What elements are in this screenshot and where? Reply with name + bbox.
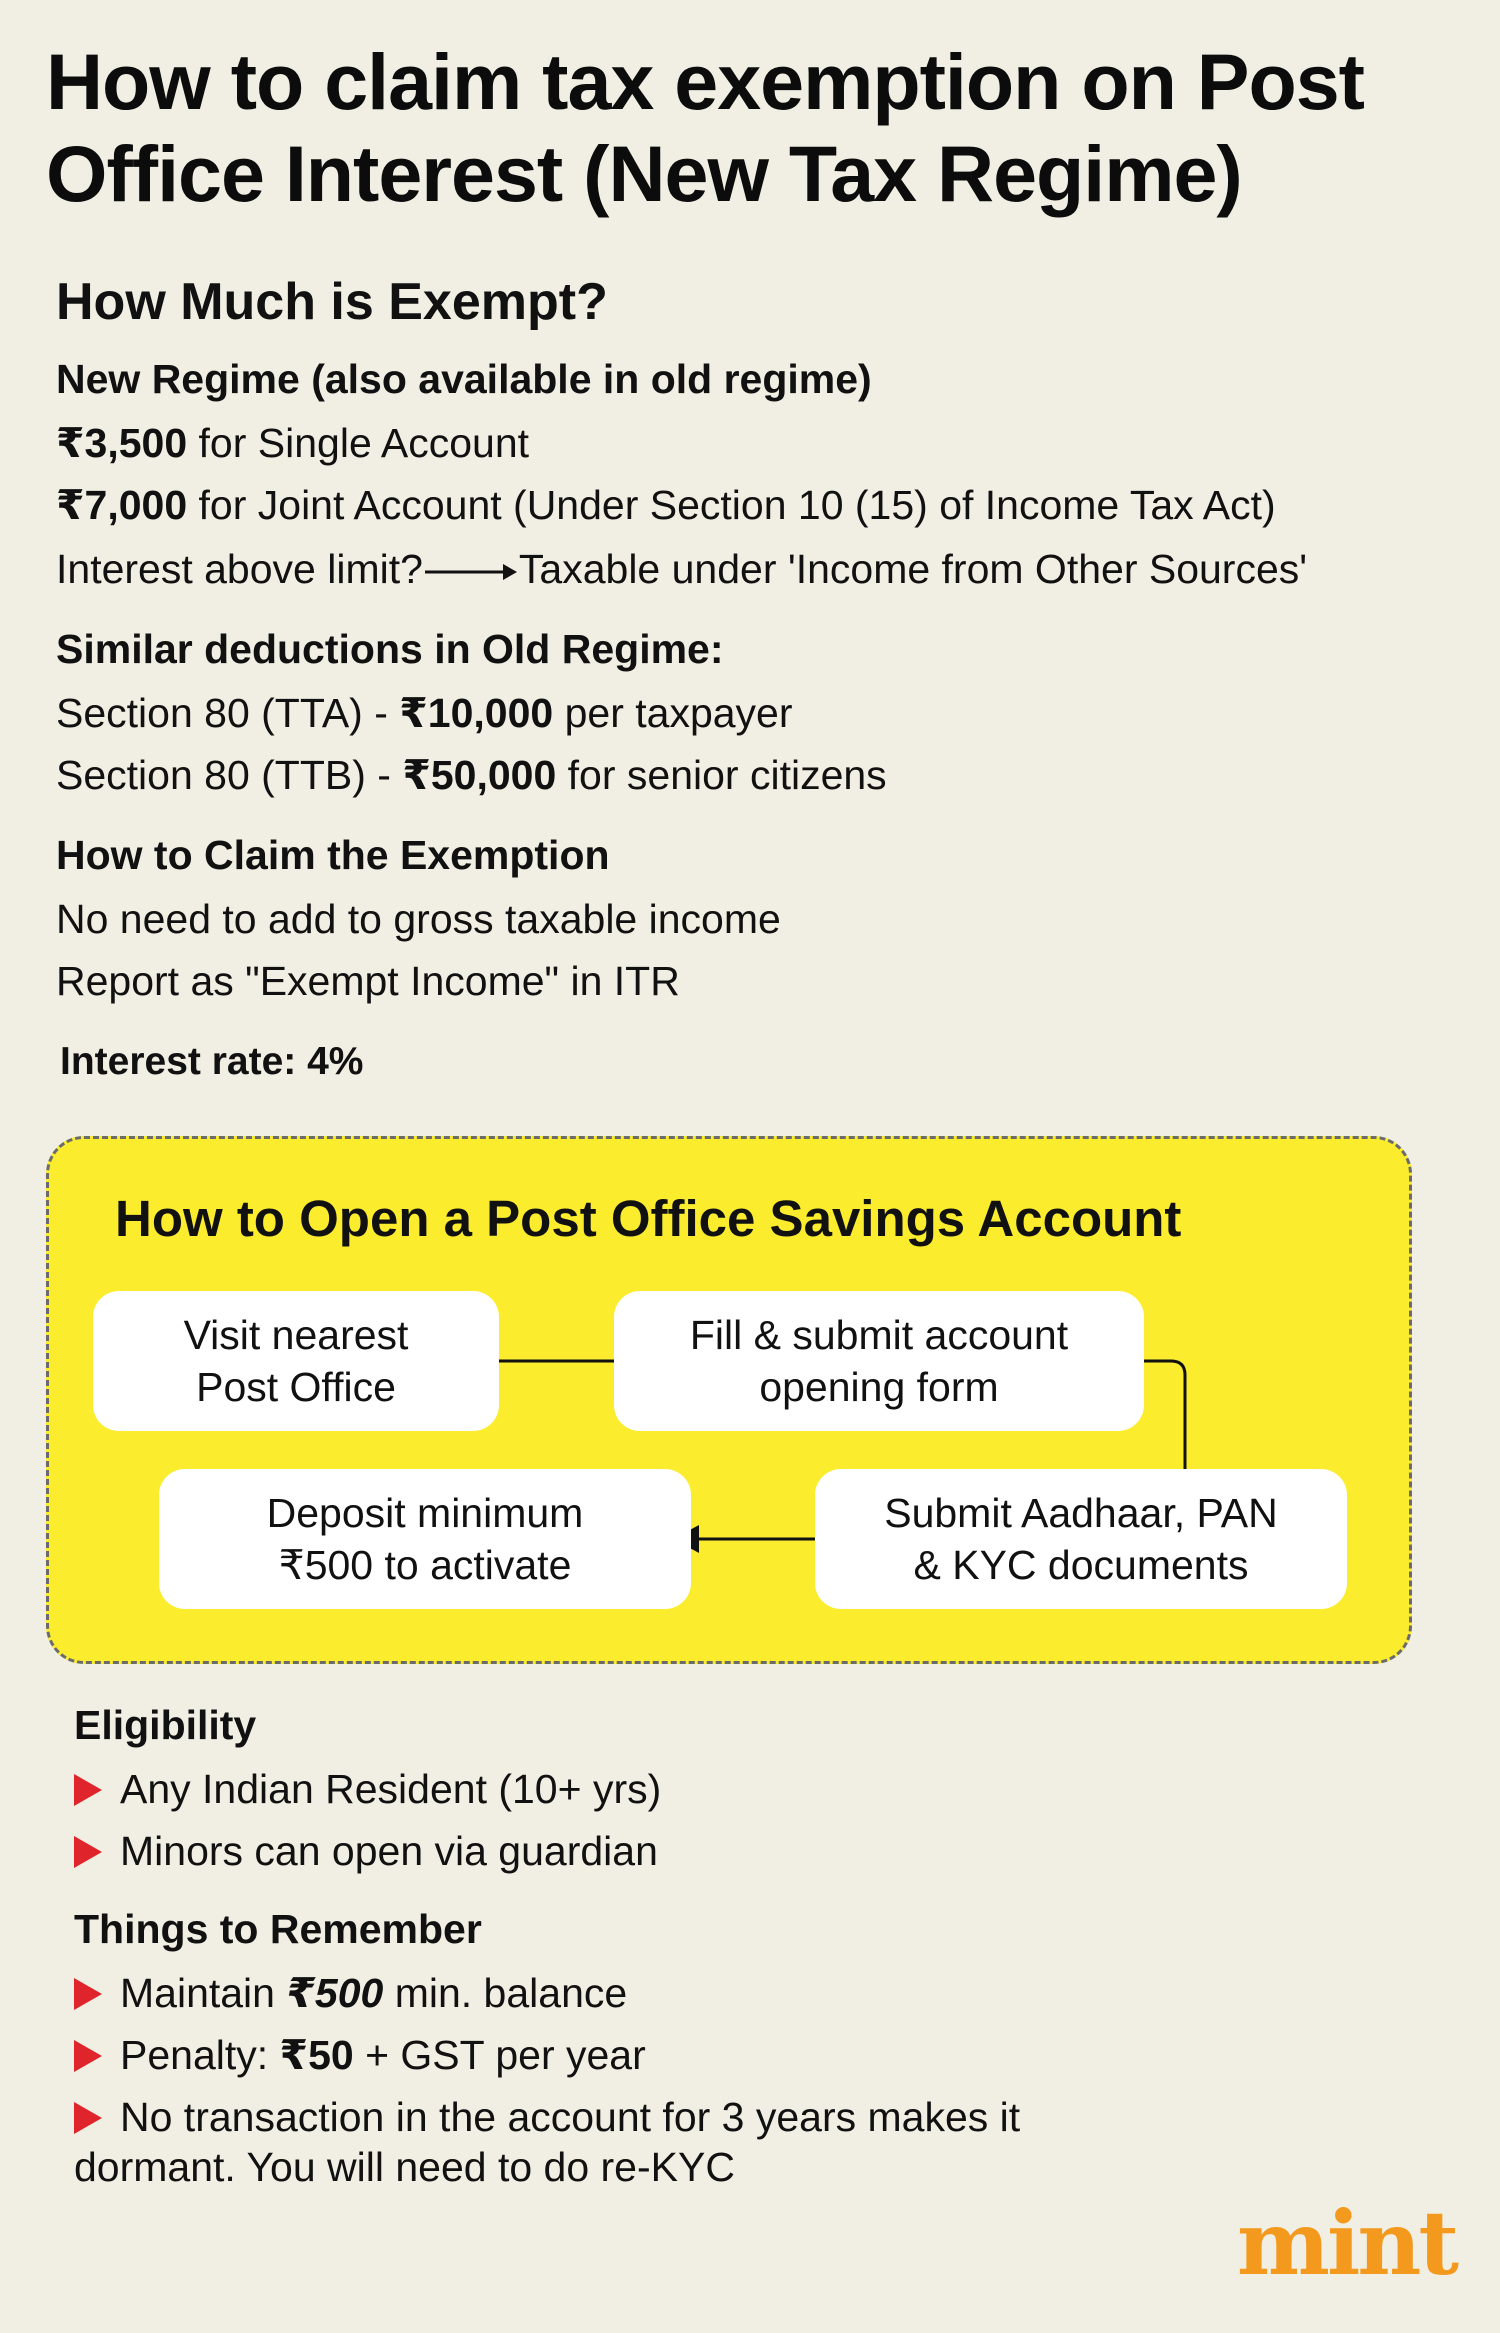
step-fill-form [614, 1291, 1144, 1431]
single-account-line [56, 418, 529, 468]
min-balance-amount: ₹500 [286, 1970, 384, 2016]
open-account-panel [46, 1136, 1412, 1664]
remember-item [74, 2092, 1020, 2192]
remember-2-suffix: + GST per year [353, 2032, 646, 2078]
ttb-amount: ₹50,000 [402, 752, 557, 798]
step-visit-post-office [93, 1291, 499, 1431]
open-account-heading: How to Open a Post Office Savings Account [115, 1190, 1182, 1247]
step-deposit-minimum [159, 1469, 691, 1609]
remember-3-line-2: dormant. You will need to do re-KYC [74, 2144, 735, 2190]
remember-1-prefix: Maintain [120, 1970, 287, 2016]
remember-1-suffix: min. balance [383, 1970, 628, 2016]
eligibility-item-text: Any Indian Resident (10+ yrs) [120, 1766, 662, 1812]
tta-line [56, 688, 793, 738]
step-3-line-2: & KYC documents [913, 1542, 1249, 1588]
single-amount: ₹3,500 [56, 420, 188, 466]
ttb-suffix: for senior citizens [556, 752, 887, 798]
step-4-line-1: Deposit minimum [266, 1490, 584, 1536]
claim-line-2: Report as "Exempt Income" in ITR [56, 958, 680, 1004]
step-1-line-1: Visit nearest [183, 1312, 409, 1358]
eligibility-item [74, 1764, 661, 1814]
triangle-bullet-icon [74, 1836, 102, 1868]
triangle-bullet-icon [74, 1774, 102, 1806]
joint-account-line [56, 480, 1276, 530]
exempt-heading: How Much is Exempt? [56, 273, 608, 331]
interest-rate: Interest rate: 4% [60, 1040, 364, 1083]
connector-2-3 [1144, 1361, 1185, 1479]
eligibility-heading: Eligibility [74, 1702, 257, 1748]
tta-suffix: per taxpayer [553, 690, 793, 736]
tta-amount: ₹10,000 [399, 690, 554, 736]
above-limit-line [56, 544, 1307, 594]
step-2-line-1: Fill & submit account [689, 1312, 1069, 1358]
remember-heading: Things to Remember [74, 1906, 482, 1952]
mint-logo: mint [1236, 2191, 1456, 2295]
ttb-line [56, 750, 887, 800]
tta-prefix: Section 80 (TTA) - [56, 690, 400, 736]
page-title: How to claim tax exemption on Post Office Interest (New Tax Regime) [46, 37, 1364, 218]
step-1-line-2: Post Office [196, 1364, 396, 1410]
claim-line-1: No need to add to gross taxable income [56, 896, 781, 942]
single-text: for Single Account [187, 420, 530, 466]
claim-heading: How to Claim the Exemption [56, 832, 610, 878]
triangle-bullet-icon [74, 2040, 102, 2072]
penalty-amount: ₹50 [279, 2032, 354, 2078]
triangle-bullet-icon [74, 2102, 102, 2134]
right-arrow-icon [425, 560, 517, 584]
new-regime-subheading: New Regime (also available in old regime) [56, 356, 872, 402]
step-3-line-1: Submit Aadhaar, PAN [884, 1490, 1278, 1536]
above-limit-answer: Taxable under 'Income from Other Sources' [518, 546, 1308, 592]
eligibility-item-text: Minors can open via guardian [120, 1828, 658, 1874]
joint-text: for Joint Account (Under Section 10 (15) of Income Tax Act) [187, 482, 1276, 528]
ttb-prefix: Section 80 (TTB) - [56, 752, 403, 798]
remember-2-prefix: Penalty: [120, 2032, 280, 2078]
joint-amount: ₹7,000 [56, 482, 188, 528]
remember-item [74, 2030, 646, 2080]
step-submit-kyc [815, 1469, 1347, 1609]
step-2-line-2: opening form [759, 1364, 999, 1410]
triangle-bullet-icon [74, 1978, 102, 2010]
eligibility-item [74, 1826, 658, 1876]
step-4-line-2: ₹500 to activate [278, 1542, 572, 1588]
remember-3-line-1: No transaction in the account for 3 years makes it [120, 2094, 1021, 2140]
above-limit-question: Interest above limit? [56, 546, 423, 592]
old-regime-heading: Similar deductions in Old Regime: [56, 626, 724, 672]
remember-item [74, 1968, 627, 2018]
